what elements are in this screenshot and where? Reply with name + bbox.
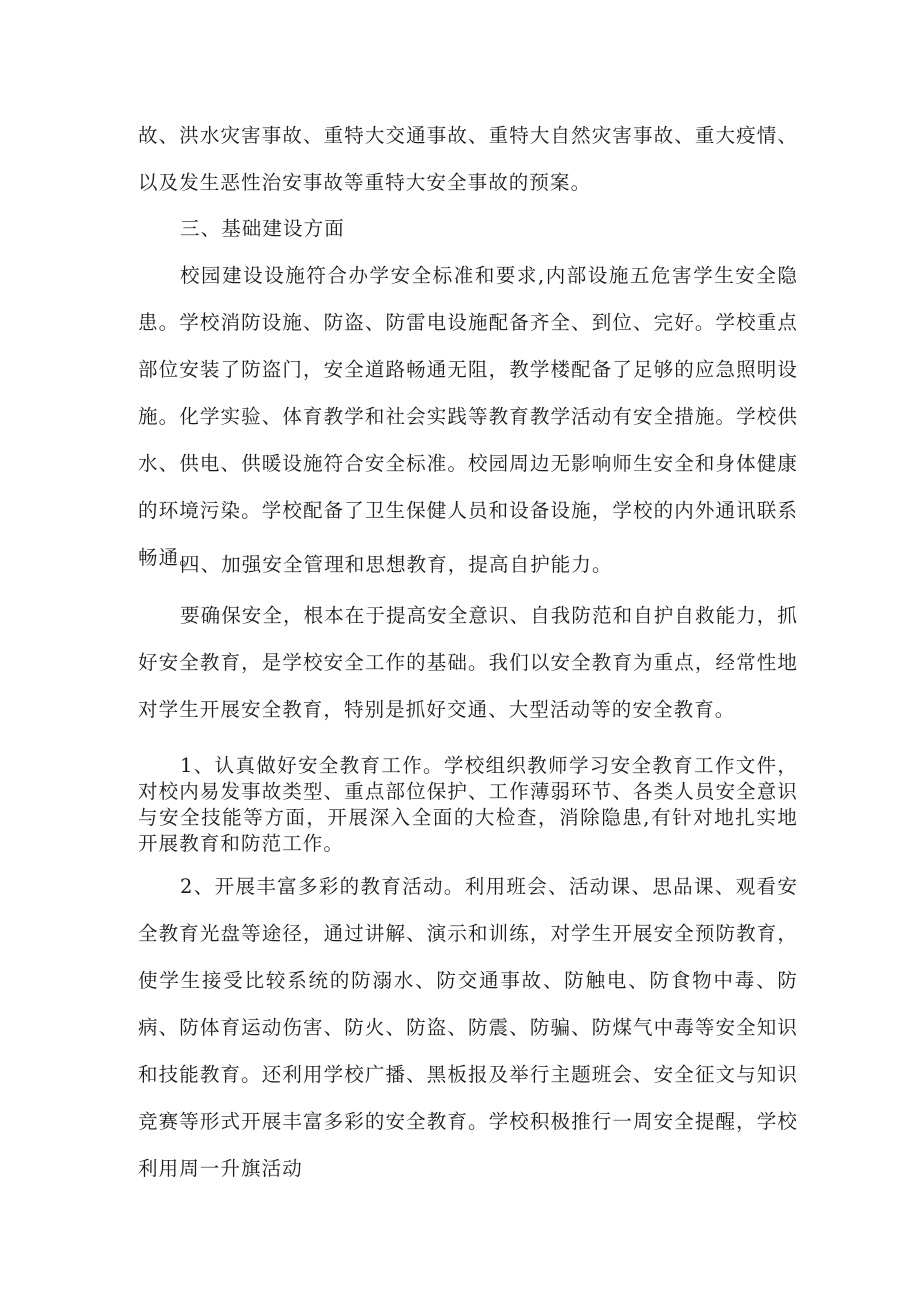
paragraph-continuation: 故、洪水灾害事故、重特大交通事故、重特大自然灾害事故、重大疫情、以及发生恶性治安事故等重特大安全事故的预案。 xyxy=(138,124,798,194)
paragraph-safety-intro: 要确保安全，根本在于提高安全意识、自我防范和自护自救能力，抓好安全教育，是学校安全工作的基础。我们以安全教育为重点，经常性地对学生开展安全教育，特别是抓好交通、大型活动等的安全教育。 xyxy=(138,604,799,721)
heading-section-3: 三、基础建设方面 xyxy=(180,217,345,240)
paragraph-item-1: 1、认真做好安全教育工作。学校组织教师学习安全教育工作文件，对校内易发事故类型、重点部位保护、工作薄弱环节、各类人员安全意识与安全技能等方面，开展深入全面的大检查，消除隐患,有针对地扎实地开展教育和防范工作。 xyxy=(138,754,798,855)
paragraph-item-2: 2、开展丰富多彩的教育活动。利用班会、活动课、思品课、观看安全教育光盘等途径，通过讲解、演示和训练，对学生开展安全预防教育，使学生接受比较系统的防溺水、防交通事故、防触电、防食物中毒、防病、防体育运动伤害、防火、防盗、防震、防骗、防煤气中毒等安全知识和技能教育。还利用学校广播、黑板报及举行主题班会、安全征文与知识竞赛等形式开展丰富多彩的安全教育。学校积极推行一周安全提醒，学校利用周一升旗活动 xyxy=(138,875,798,1180)
heading-section-4: 四、加强安全管理和思想教育，提高自护能力。 xyxy=(180,553,613,576)
paragraph-infrastructure: 校园建设设施符合办学安全标准和要求,内部设施五危害学生安全隐患。学校消防设施、防盗、防雷电设施配备齐全、到位、完好。学校重点部位安装了防盗门，安全道路畅通无阻，教学楼配备了足够的应急照明设施。化学实验、体育教学和社会实践等教育教学活动有安全措施。学校供水、供电、供暖设施符合安全标准。校园周边无影响师生安全和身体健康的环境污染。学校配备了卫生保健人员和设备设施，学校的内外通讯联系畅通。 xyxy=(138,264,798,569)
